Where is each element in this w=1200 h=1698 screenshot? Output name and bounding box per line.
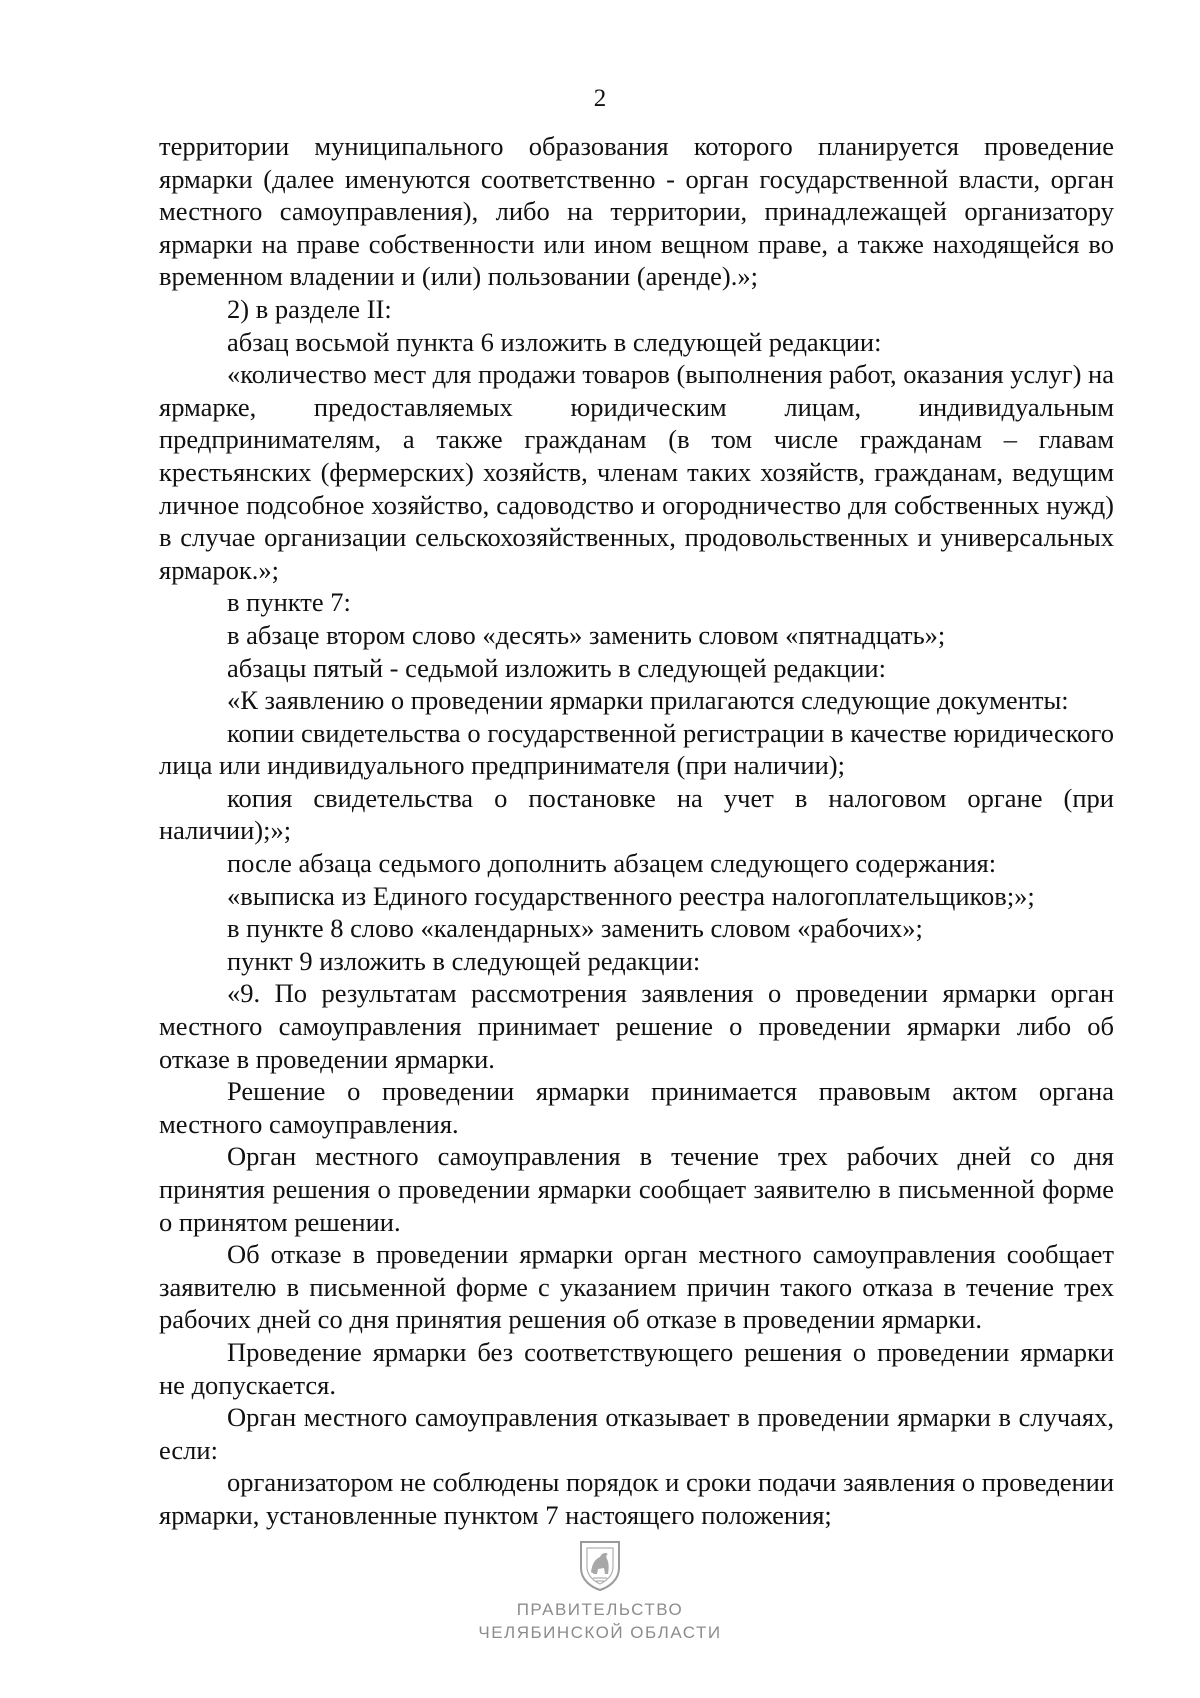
page-number: 2 — [593, 85, 607, 112]
paragraph: Решение о проведении ярмарки принимается правовым актом органа местного самоуправления. — [159, 1076, 1114, 1139]
document-body — [159, 130, 1114, 1532]
government-seal — [0, 1538, 1200, 1644]
paragraph: 2) в разделе II: — [227, 293, 392, 324]
paragraph: в пункте 7: — [227, 587, 351, 618]
paragraph: абзацы пятый - седьмой изложить в следующей редакции: — [227, 652, 886, 683]
paragraph: после абзаца седьмого дополнить абзацем следующего содержания: — [227, 848, 997, 879]
paragraph: в абзаце втором слово «десять» заменить словом «пятнадцать»; — [227, 619, 946, 650]
paragraph: копия свидетельства о постановке на учет в налоговом органе (при наличии);»; — [159, 782, 1114, 846]
paragraph: Орган местного самоуправления в течение трех рабочих дней со дня принятия решения о проведении ярмарки сообщает заявителю в письменной форме о принятом решении. — [159, 1141, 1114, 1237]
paragraph: копии свидетельства о государственной регистрации в качестве юридического лица или индивидуального предпринимателя (при наличии); — [159, 717, 1114, 781]
paragraph: пункт 9 изложить в следующей редакции: — [227, 945, 701, 976]
paragraph: Проведение ярмарки без соответствующего решения о проведении ярмарки не допускается. — [159, 1336, 1114, 1400]
paragraph: территории муниципального образования которого планируется проведение ярмарки (далее именуются соответственно - орган государственной власти, орган местного самоуправления), либо на территории, принадлежащей организатору ярмарки на праве собственности или ином вещном праве, а также находящейся во временном владении и (или) пользовании (аренде).»; — [159, 131, 1114, 292]
paragraph: Об отказе в проведении ярмарки орган местного самоуправления сообщает заявителю в письменной форме с указанием причин такого отказа в течение трех рабочих дней со дня принятия решения об отказе в проведении ярмарки. — [159, 1239, 1114, 1335]
seal-line-2: ЧЕЛЯБИНСКОЙ ОБЛАСТИ — [478, 1623, 722, 1642]
seal-line-1: ПРАВИТЕЛЬСТВО — [516, 1600, 684, 1619]
paragraph: организатором не соблюдены порядок и сроки подачи заявления о проведении ярмарки, установленные пунктом 7 настоящего положения; — [159, 1467, 1114, 1530]
paragraph: абзац восьмой пункта 6 изложить в следующей редакции: — [227, 326, 882, 357]
coat-of-arms-icon — [577, 1538, 623, 1592]
paragraph: Орган местного самоуправления отказывает в проведении ярмарки в случаях, если: — [159, 1402, 1114, 1465]
paragraph: «выписка из Единого государственного реестра налогоплательщиков;»; — [227, 880, 1035, 911]
paragraph: в пункте 8 слово «календарных» заменить словом «рабочих»; — [227, 913, 923, 944]
paragraph: «количество мест для продажи товаров (выполнения работ, оказания услуг) на ярмарке, предоставляемых юридическим лицам, индивидуальным предпринимателям, а также гражданам (в том числе гражданам – главам крестьянских (фермерских) хозяйств, членам таких хозяйств, гражданам, ведущим личное подсобное хозяйство, садоводство и огородничество для собственных нужд) в случае организации сельскохозяйственных, продовольственных и универсальных ярмарок.»; — [159, 359, 1114, 585]
paragraph: «К заявлению о проведении ярмарки прилагаются следующие документы: — [227, 685, 1069, 716]
paragraph: «9. По результатам рассмотрения заявления о проведении ярмарки орган местного самоуправления принимает решение о проведении ярмарки либо об отказе в проведении ярмарки. — [159, 978, 1114, 1074]
